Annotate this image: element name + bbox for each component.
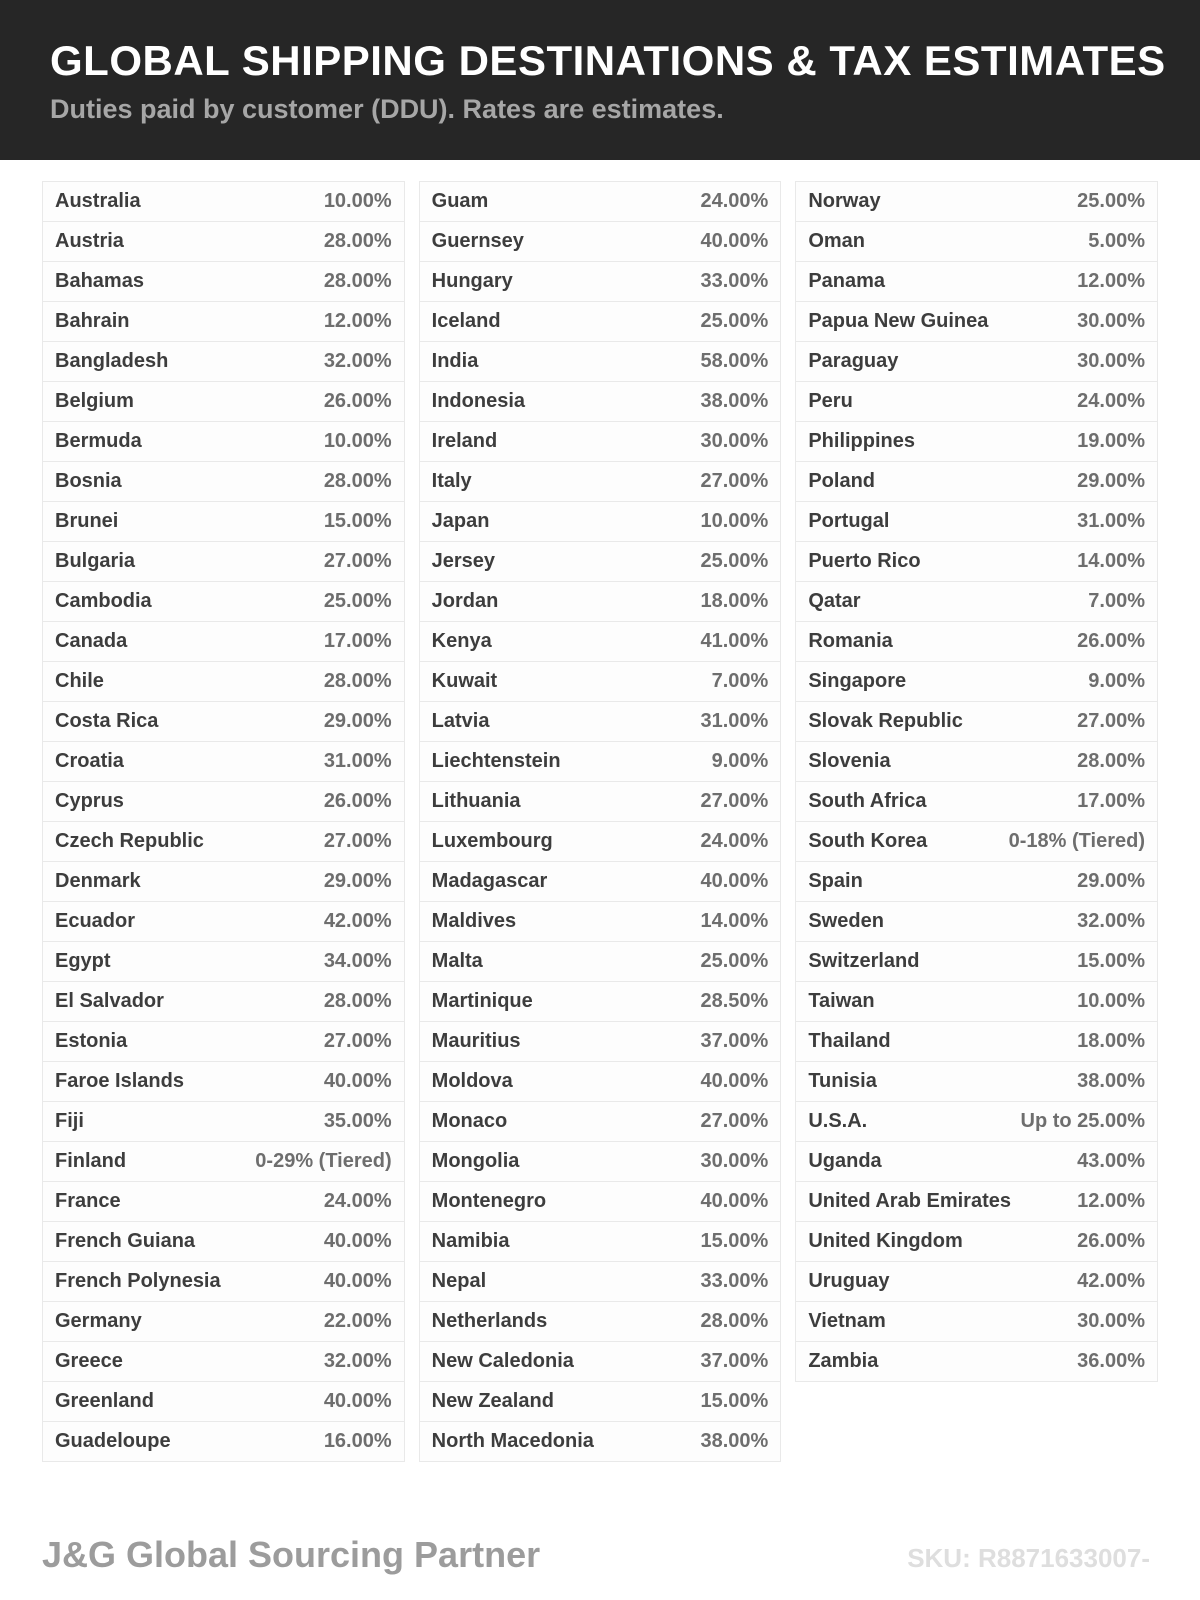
country-label: Bangladesh [55,350,169,372]
rate-value: 28.00% [323,670,392,692]
table-row [42,461,405,502]
country-label: Kuwait [431,670,498,692]
table-row [42,181,405,222]
country-label: Tunisia [808,1070,877,1092]
rate-value: 31.00% [700,710,769,732]
country-label: Cyprus [55,790,124,812]
country-label: Kenya [431,630,492,652]
table-row [795,301,1158,342]
country-label: Cambodia [55,590,152,612]
table-row [419,461,782,502]
table-row [419,1221,782,1262]
country-label: El Salvador [55,990,164,1012]
rate-value: 17.00% [323,630,392,652]
rate-value: 37.00% [700,1030,769,1052]
table-row [795,1301,1158,1342]
rate-value: 24.00% [323,1190,392,1212]
country-label: Czech Republic [55,830,204,852]
table-row [419,1141,782,1182]
country-label: Liechtenstein [431,750,561,772]
table-row [42,701,405,742]
country-label: U.S.A. [808,1110,868,1132]
rate-value: 14.00% [700,910,769,932]
table-row [42,781,405,822]
table-row [419,1421,782,1462]
table-row [419,301,782,342]
rate-value: Up to 25.00% [1020,1110,1145,1132]
table-row [795,1181,1158,1222]
table-row [42,1341,405,1382]
rate-value: 15.00% [700,1230,769,1252]
rate-value: 30.00% [1077,310,1145,332]
country-label: Indonesia [431,390,526,412]
rate-value: 30.00% [1077,1310,1145,1332]
rate-value: 28.00% [1077,750,1145,772]
rate-value: 19.00% [1077,430,1145,452]
country-label: Canada [55,630,128,652]
brand-name: J&G Global Sourcing Partner [42,1534,541,1575]
country-label: Papua New Guinea [808,310,989,332]
country-label: France [55,1190,121,1212]
rate-value: 28.00% [323,270,392,292]
rate-value: 26.00% [1077,1230,1145,1252]
country-label: Sweden [808,910,884,932]
table-row [42,821,405,862]
table-row [419,621,782,662]
rate-value: 9.00% [1088,670,1145,692]
country-label: Costa Rica [55,710,159,732]
country-label: Qatar [808,590,861,612]
table-row [42,1141,405,1182]
table-row [419,941,782,982]
country-label: Lithuania [431,790,521,812]
rate-value: 34.00% [323,950,392,972]
table-row [795,501,1158,542]
rate-value: 28.00% [323,990,392,1012]
country-label: Poland [808,470,875,492]
rate-value: 24.00% [1077,390,1145,412]
table-row [42,501,405,542]
table-row [42,261,405,302]
country-label: Bahrain [55,310,130,332]
rate-value: 10.00% [323,190,392,212]
table-row [419,1101,782,1142]
country-label: Vietnam [808,1310,886,1332]
table-row [419,381,782,422]
rate-value: 30.00% [700,430,769,452]
rate-value: 40.00% [700,230,769,252]
country-label: Guam [431,190,489,212]
country-label: French Polynesia [55,1270,221,1292]
country-label: Thailand [808,1030,891,1052]
rate-value: 43.00% [1077,1150,1145,1172]
table-row [795,221,1158,262]
table-row [795,901,1158,942]
table-row [419,661,782,702]
country-label: Guernsey [431,230,524,252]
table-row [42,1221,405,1262]
country-label: Ireland [431,430,498,452]
country-label: Italy [431,470,472,492]
country-label: Panama [808,270,886,292]
table-row [795,1341,1158,1382]
country-label: Denmark [55,870,141,892]
rate-value: 17.00% [1077,790,1145,812]
country-label: Hungary [431,270,513,292]
table-row [419,901,782,942]
country-label: Fiji [55,1110,84,1132]
rate-value: 42.00% [1077,1270,1145,1292]
country-label: New Zealand [431,1390,554,1412]
country-label: Spain [808,870,863,892]
rate-value: 26.00% [323,790,392,812]
country-label: Brunei [55,510,119,532]
country-label: Mongolia [431,1150,520,1172]
rate-value: 40.00% [323,1070,392,1092]
rate-value: 42.00% [323,910,392,932]
rate-value: 28.00% [700,1310,769,1332]
table-row [419,1181,782,1222]
table-row [42,1101,405,1142]
table-row [42,901,405,942]
table-row [795,341,1158,382]
rate-value: 38.00% [700,1430,769,1452]
country-label: Romania [808,630,893,652]
rate-value: 36.00% [1077,1350,1145,1372]
table-row [419,581,782,622]
rate-value: 22.00% [323,1310,392,1332]
table-row [795,781,1158,822]
rate-value: 40.00% [323,1270,392,1292]
table-row [42,981,405,1022]
table-row [42,381,405,422]
country-label: Croatia [55,750,124,772]
rates-column-1 [42,181,405,1462]
country-label: Jersey [431,550,496,572]
rate-value: 28.50% [700,990,769,1012]
rate-value: 29.00% [1077,470,1145,492]
country-label: Australia [55,190,141,212]
country-label: South Africa [808,790,927,812]
country-label: Puerto Rico [808,550,921,572]
rate-value: 32.00% [1077,910,1145,932]
country-label: North Macedonia [431,1430,594,1452]
rate-value: 0-18% (Tiered) [1008,830,1145,852]
footer [42,1534,1150,1576]
rate-value: 58.00% [700,350,769,372]
country-label: Bermuda [55,430,142,452]
country-label: Taiwan [808,990,875,1012]
rate-value: 40.00% [700,1070,769,1092]
table-row [42,941,405,982]
table-row [795,261,1158,302]
table-row [419,1301,782,1342]
rate-value: 27.00% [323,830,392,852]
table-row [42,1301,405,1342]
table-row [795,581,1158,622]
country-label: Norway [808,190,881,212]
rate-value: 27.00% [700,790,769,812]
rate-value: 10.00% [700,510,769,532]
country-label: Jordan [431,590,499,612]
rate-value: 12.00% [323,310,392,332]
country-label: Singapore [808,670,907,692]
country-label: India [431,350,479,372]
rate-value: 29.00% [323,870,392,892]
table-row [419,341,782,382]
country-label: Luxembourg [431,830,553,852]
rate-value: 25.00% [700,310,769,332]
country-label: Greenland [55,1390,154,1412]
rate-value: 40.00% [323,1390,392,1412]
table-row [42,301,405,342]
rate-value: 35.00% [323,1110,392,1132]
country-label: Ecuador [55,910,136,932]
table-row [795,181,1158,222]
country-label: Austria [55,230,124,252]
rate-value: 12.00% [1077,1190,1145,1212]
rate-value: 15.00% [700,1390,769,1412]
rate-value: 25.00% [700,950,769,972]
table-row [795,461,1158,502]
country-label: United Kingdom [808,1230,963,1252]
rate-value: 32.00% [323,1350,392,1372]
country-label: Moldova [431,1070,513,1092]
country-label: Montenegro [431,1190,547,1212]
table-row [42,581,405,622]
table-row [42,661,405,702]
country-label: Peru [808,390,853,412]
country-label: Slovenia [808,750,891,772]
rate-value: 33.00% [700,270,769,292]
rate-value: 25.00% [323,590,392,612]
table-row [795,701,1158,742]
rate-value: 14.00% [1077,550,1145,572]
rate-value: 7.00% [711,670,769,692]
rate-value: 31.00% [1077,510,1145,532]
table-row [419,541,782,582]
table-row [42,741,405,782]
rate-value: 10.00% [323,430,392,452]
country-label: Bahamas [55,270,144,292]
country-label: Bosnia [55,470,122,492]
table-row [795,1141,1158,1182]
table-row [795,621,1158,662]
country-label: Slovak Republic [808,710,963,732]
table-row [419,1341,782,1382]
rate-value: 30.00% [1077,350,1145,372]
rate-value: 7.00% [1088,590,1145,612]
table-row [42,1421,405,1462]
table-row [419,181,782,222]
table-row [419,821,782,862]
table-row [42,1381,405,1422]
rate-value: 37.00% [700,1350,769,1372]
table-row [795,981,1158,1022]
table-row [795,1221,1158,1262]
header-banner [0,0,1200,160]
country-label: Germany [55,1310,142,1332]
rate-value: 40.00% [323,1230,392,1252]
table-row [42,861,405,902]
rate-value: 16.00% [323,1430,392,1452]
rate-value: 33.00% [700,1270,769,1292]
table-row [795,661,1158,702]
country-label: Namibia [431,1230,510,1252]
table-row [419,1261,782,1302]
rates-column-2 [419,181,782,1462]
table-row [419,861,782,902]
rate-value: 27.00% [700,1110,769,1132]
table-row [795,861,1158,902]
page-subtitle: Duties paid by customer (DDU). Rates are estimates. [50,94,724,124]
rate-value: 29.00% [1077,870,1145,892]
country-label: Belgium [55,390,134,412]
country-label: Mauritius [431,1030,521,1052]
country-label: Nepal [431,1270,487,1292]
table-row [419,421,782,462]
country-label: Estonia [55,1030,128,1052]
table-row [42,421,405,462]
table-row [795,941,1158,982]
table-row [42,341,405,382]
table-row [419,501,782,542]
rate-value: 27.00% [1077,710,1145,732]
rate-value: 30.00% [700,1150,769,1172]
country-label: Japan [431,510,490,532]
table-row [42,541,405,582]
table-row [795,1261,1158,1302]
table-row [419,781,782,822]
country-label: Uganda [808,1150,882,1172]
rate-value: 26.00% [323,390,392,412]
rates-column-3 [795,181,1158,1382]
table-row [795,1021,1158,1062]
rate-value: 40.00% [700,870,769,892]
country-label: South Korea [808,830,928,852]
country-label: United Arab Emirates [808,1190,1011,1212]
country-label: Faroe Islands [55,1070,184,1092]
country-label: French Guiana [55,1230,196,1252]
country-label: Portugal [808,510,890,532]
table-row [42,621,405,662]
country-label: Madagascar [431,870,548,892]
rate-value: 9.00% [711,750,769,772]
table-row [795,741,1158,782]
rate-value: 29.00% [323,710,392,732]
rate-value: 28.00% [323,230,392,252]
table-row [795,421,1158,462]
table-row [419,261,782,302]
country-label: Finland [55,1150,127,1172]
table-row [42,1021,405,1062]
rate-value: 15.00% [323,510,392,532]
rate-value: 0-29% (Tiered) [255,1150,392,1172]
country-label: Uruguay [808,1270,890,1292]
country-label: New Caledonia [431,1350,574,1372]
rate-value: 18.00% [1077,1030,1145,1052]
country-label: Malta [431,950,483,972]
table-row [42,1181,405,1222]
rate-value: 24.00% [700,830,769,852]
rate-value: 10.00% [1077,990,1145,1012]
rate-value: 18.00% [700,590,769,612]
country-label: Paraguay [808,350,899,372]
country-label: Iceland [431,310,501,332]
country-label: Egypt [55,950,111,972]
table-row [42,1061,405,1102]
country-label: Guadeloupe [55,1430,171,1452]
rate-value: 27.00% [323,1030,392,1052]
table-row [419,1061,782,1102]
rate-value: 24.00% [700,190,769,212]
table-row [419,701,782,742]
country-label: Latvia [431,710,490,732]
table-row [419,1021,782,1062]
rate-value: 31.00% [323,750,392,772]
table-row [795,1061,1158,1102]
country-label: Netherlands [431,1310,548,1332]
rate-value: 25.00% [700,550,769,572]
rate-value: 27.00% [323,550,392,572]
rate-value: 40.00% [700,1190,769,1212]
country-label: Oman [808,230,866,252]
table-row [419,981,782,1022]
page-title: GLOBAL SHIPPING DESTINATIONS & TAX ESTIMATES [50,37,1166,84]
country-label: Philippines [808,430,916,452]
rate-value: 25.00% [1077,190,1145,212]
sku-label: SKU: R8871633007- [907,1543,1150,1573]
country-label: Switzerland [808,950,920,972]
country-label: Greece [55,1350,123,1372]
rate-value: 5.00% [1088,230,1145,252]
table-row [795,381,1158,422]
rate-value: 15.00% [1077,950,1145,972]
country-label: Zambia [808,1350,879,1372]
country-label: Monaco [431,1110,508,1132]
rate-value: 28.00% [323,470,392,492]
rate-value: 41.00% [700,630,769,652]
table-row [419,741,782,782]
rate-value: 12.00% [1077,270,1145,292]
table-row [795,541,1158,582]
rate-value: 38.00% [700,390,769,412]
country-label: Maldives [431,910,517,932]
rate-value: 32.00% [323,350,392,372]
table-row [795,821,1158,862]
table-row [419,1381,782,1422]
country-label: Chile [55,670,104,692]
rate-value: 38.00% [1077,1070,1145,1092]
rate-value: 27.00% [700,470,769,492]
table-row [42,1261,405,1302]
country-label: Martinique [431,990,533,1012]
rate-value: 26.00% [1077,630,1145,652]
country-label: Bulgaria [55,550,136,572]
table-row [795,1101,1158,1142]
rates-grid [42,181,1158,1462]
table-row [42,221,405,262]
table-row [419,221,782,262]
